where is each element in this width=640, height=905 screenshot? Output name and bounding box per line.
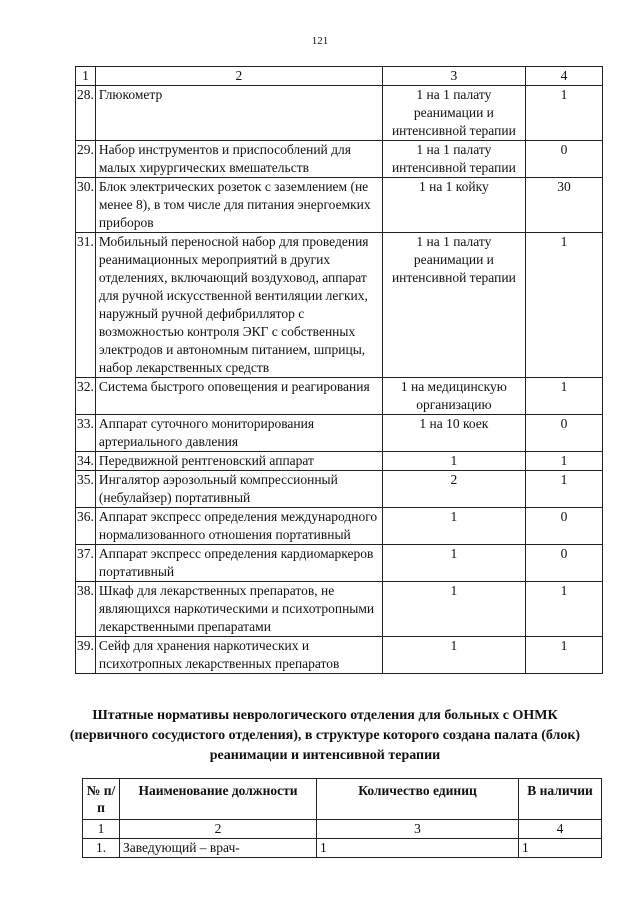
equipment-name: Сейф для хранения наркотических и психотропных лекарственных препаратов: [95, 637, 382, 674]
equipment-norm: 1 на 1 койку: [382, 178, 525, 233]
equipment-quantity: 1: [525, 86, 602, 141]
equipment-norm: 1 на 1 палату интенсивной терапии: [382, 141, 525, 178]
table-row: [76, 545, 603, 582]
equipment-quantity: 0: [525, 508, 602, 545]
staff-index-2: 2: [120, 820, 317, 839]
staff-row: [83, 839, 602, 858]
equipment-quantity: 0: [525, 415, 602, 452]
row-number: 37.: [76, 545, 96, 582]
header-col-3: 3: [382, 67, 525, 86]
equipment-norm: 1: [382, 508, 525, 545]
table-row: [76, 637, 603, 674]
equipment-quantity: 30: [525, 178, 602, 233]
equipment-name: Аппарат суточного мониторирования артериального давления: [95, 415, 382, 452]
equipment-header-row: [76, 67, 603, 86]
staff-table: [82, 778, 602, 858]
equipment-name: Ингалятор аэрозольный компрессионный (небулайзер) портативный: [95, 471, 382, 508]
equipment-table-body: [76, 67, 603, 674]
row-number: 39.: [76, 637, 96, 674]
row-number: 35.: [76, 471, 96, 508]
equipment-name: Набор инструментов и приспособлений для малых хирургических вмешательств: [95, 141, 382, 178]
table-row: [76, 178, 603, 233]
equipment-name: Система быстрого оповещения и реагирования: [95, 378, 382, 415]
equipment-quantity: 1: [525, 378, 602, 415]
staff-index-3: 3: [317, 820, 519, 839]
staff-row-position: Заведующий – врач-: [120, 839, 317, 858]
staff-row-count: 1: [317, 839, 519, 858]
row-number: 38.: [76, 582, 96, 637]
row-number: 36.: [76, 508, 96, 545]
equipment-norm: 2: [382, 471, 525, 508]
page-number: 121: [311, 35, 329, 47]
equipment-quantity: 1: [525, 582, 602, 637]
staff-header-count: Количество единиц: [317, 779, 519, 820]
equipment-quantity: 1: [525, 471, 602, 508]
equipment-quantity: 1: [525, 637, 602, 674]
row-number: 34.: [76, 452, 96, 471]
equipment-name: Аппарат экспресс определения международного нормализованного отношения портативный: [95, 508, 382, 545]
equipment-norm: 1 на 10 коек: [382, 415, 525, 452]
equipment-table: [75, 66, 603, 674]
equipment-norm: 1: [382, 452, 525, 471]
table-row: [76, 378, 603, 415]
header-col-2: 2: [95, 67, 382, 86]
equipment-name: Блок электрических розеток с заземлением (не менее 8), в том числе для питания энергоемких приборов: [95, 178, 382, 233]
equipment-name: Передвижной рентгеновский аппарат: [95, 452, 382, 471]
equipment-norm: 1: [382, 582, 525, 637]
equipment-quantity: 1: [525, 452, 602, 471]
row-number: 32.: [76, 378, 96, 415]
staff-row-available: 1: [519, 839, 602, 858]
equipment-norm: 1: [382, 545, 525, 582]
staff-header-position: Наименование должности: [120, 779, 317, 820]
table-row: [76, 582, 603, 637]
section-heading: Штатные нормативы неврологического отделения для больных с ОНМК (первичного сосудистого отделения), в структуре которого создана палата (блок) реанимации и интенсивной терапии: [69, 708, 581, 763]
equipment-norm: 1 на 1 палату реанимации и интенсивной терапии: [382, 233, 525, 378]
table-row: [76, 471, 603, 508]
equipment-name: Мобильный переносной набор для проведения реанимационных мероприятий в других отделениях, включающий воздуховод, аппарат для ручной искусственной вентиляции легких, наружный ручной дефибриллятор с возможностью контроля ЭКГ с собственных электродов и автономным питанием, шприцы, набор лекарственных средств: [95, 233, 382, 378]
equipment-quantity: 1: [525, 233, 602, 378]
equipment-norm: 1 на медицинскую организацию: [382, 378, 525, 415]
header-col-1: 1: [76, 67, 96, 86]
row-number: 29.: [76, 141, 96, 178]
table-row: [76, 452, 603, 471]
table-row: [76, 508, 603, 545]
staff-row-num: 1.: [83, 839, 120, 858]
equipment-quantity: 0: [525, 545, 602, 582]
row-number: 28.: [76, 86, 96, 141]
equipment-norm: 1: [382, 637, 525, 674]
table-row: [76, 233, 603, 378]
row-number: 31.: [76, 233, 96, 378]
table-row: [76, 141, 603, 178]
equipment-quantity: 0: [525, 141, 602, 178]
staff-header-available: В наличии: [519, 779, 602, 820]
table-row: [76, 86, 603, 141]
header-col-4: 4: [525, 67, 602, 86]
equipment-name: Шкаф для лекарственных препаратов, не являющихся наркотическими и психотропными лекарственными препаратами: [95, 582, 382, 637]
staff-index-4: 4: [519, 820, 602, 839]
staff-header-row: [83, 779, 602, 820]
staff-index-1: 1: [83, 820, 120, 839]
equipment-name: Аппарат экспресс определения кардиомаркеров портативный: [95, 545, 382, 582]
table-row: [76, 415, 603, 452]
row-number: 33.: [76, 415, 96, 452]
equipment-name: Глюкометр: [95, 86, 382, 141]
row-number: 30.: [76, 178, 96, 233]
staff-header-num: № п/п: [83, 779, 120, 820]
staff-index-row: [83, 820, 602, 839]
equipment-norm: 1 на 1 палату реанимации и интенсивной терапии: [382, 86, 525, 141]
